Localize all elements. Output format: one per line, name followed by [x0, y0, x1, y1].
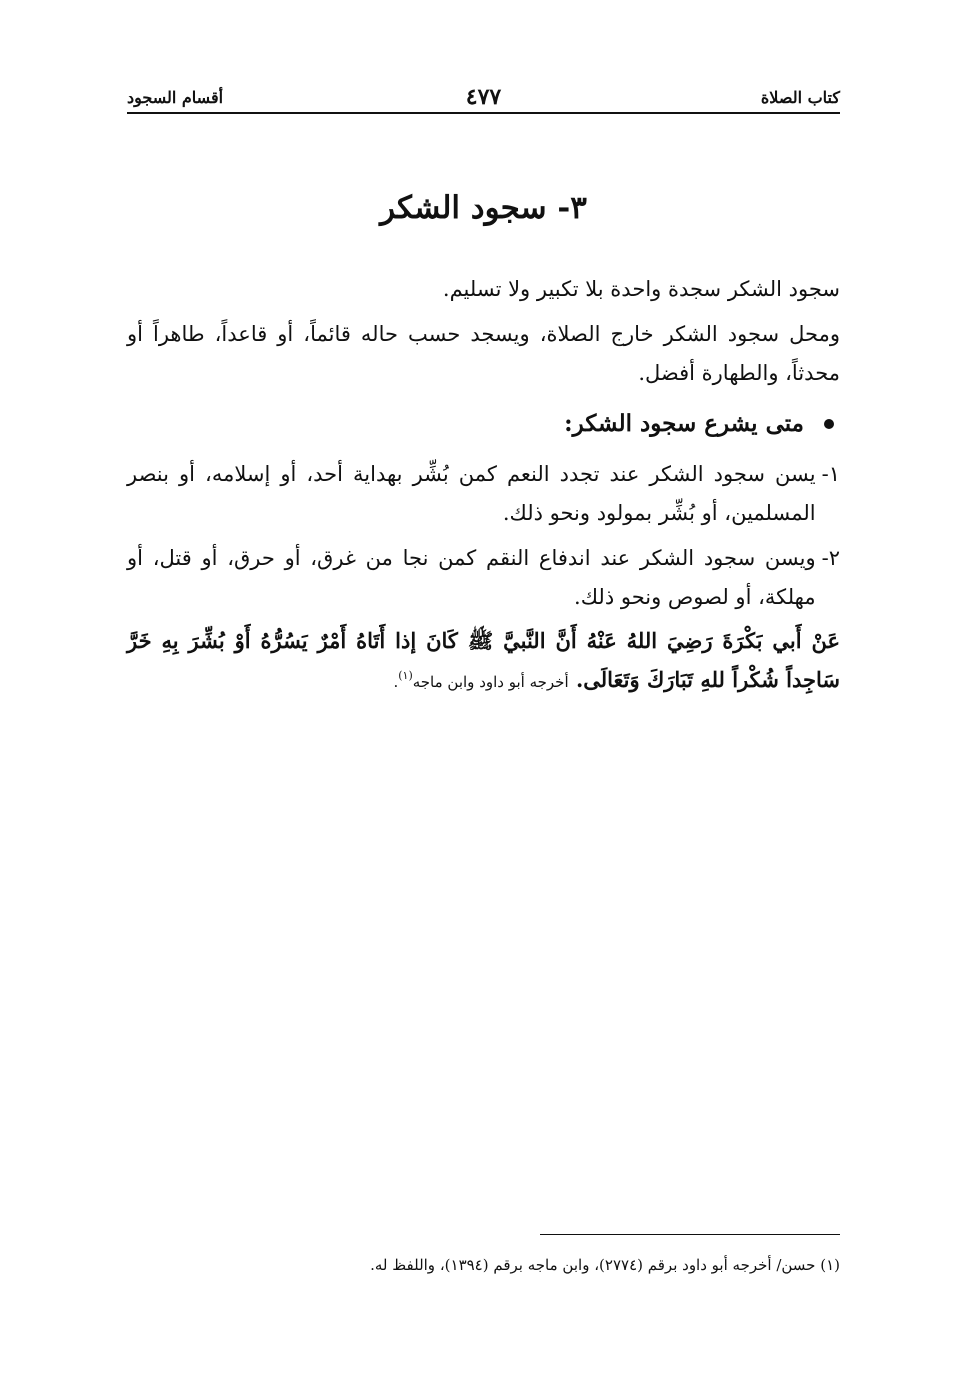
- hadith-paragraph: [127, 622, 840, 700]
- hadith-end-mark: .: [393, 673, 399, 692]
- list-item-number: ٢-: [821, 545, 840, 570]
- subheading: [127, 403, 840, 446]
- hadith-text: عَنْ أَبي بَكْرَةَ رَضِيَ اللهُ عَنْهُ أَنَّ النَّبيَّ ﷺ كَانَ إذا أَتَاهُ أَمْرٌ يَسُرُّهُ أَوْ بُشِّرَ بِهِ خَرَّ سَاجِداً شُكْراً للهِ تَبَارَكَ وَتَعَالَى.: [127, 628, 840, 693]
- list-item-text: ويسن سجود الشكر عند اندفاع النقم كمن نجا من غرق، أو حرق، أو قتل، أو مهلكة، أو لصوص ونحو ذلك.: [127, 545, 816, 609]
- list-item-text: يسن سجود الشكر عند تجدد النعم كمن بُشِّر بهداية أحد، أو إسلامه، أو بنصر المسلمين، أو بُشِّر بمولود ونحو ذلك.: [127, 462, 816, 525]
- footnote-divider: [540, 1234, 840, 1235]
- list-item-number: ١-: [821, 462, 840, 487]
- intro-paragraph: سجود الشكر سجدة واحدة بلا تكبير ولا تسليم.: [442, 277, 840, 301]
- page-number: ٤٧٧: [465, 84, 502, 110]
- intro-paragraph: ومحل سجود الشكر خارج الصلاة، ويسجد حسب حاله قائماً، أو قاعداً، طاهراً أو محدثاً، والطهارة أفضل.: [127, 321, 840, 385]
- running-header: [127, 86, 840, 112]
- footnote: (١) حسن/ أخرجه أبو داود برقم (٢٧٧٤)، وابن ماجه برقم (١٣٩٤)، واللفظ له.: [370, 1256, 840, 1274]
- header-book-title: كتاب الصلاة: [760, 88, 840, 107]
- subheading-text: متى يشرع سجود الشكر:: [564, 409, 804, 437]
- main-text: [127, 270, 840, 706]
- header-chapter-title: أقسام السجود: [127, 88, 224, 107]
- header-divider: [127, 112, 840, 114]
- hadith-source: أخرجه أبو داود وابن ماجه: [412, 673, 569, 692]
- list-item: [127, 455, 840, 533]
- section-title: ٣- سجود الشكر: [380, 190, 587, 226]
- bullet-icon: [824, 419, 834, 429]
- list-item: [127, 539, 840, 617]
- footnote-reference[interactable]: (١): [398, 669, 413, 683]
